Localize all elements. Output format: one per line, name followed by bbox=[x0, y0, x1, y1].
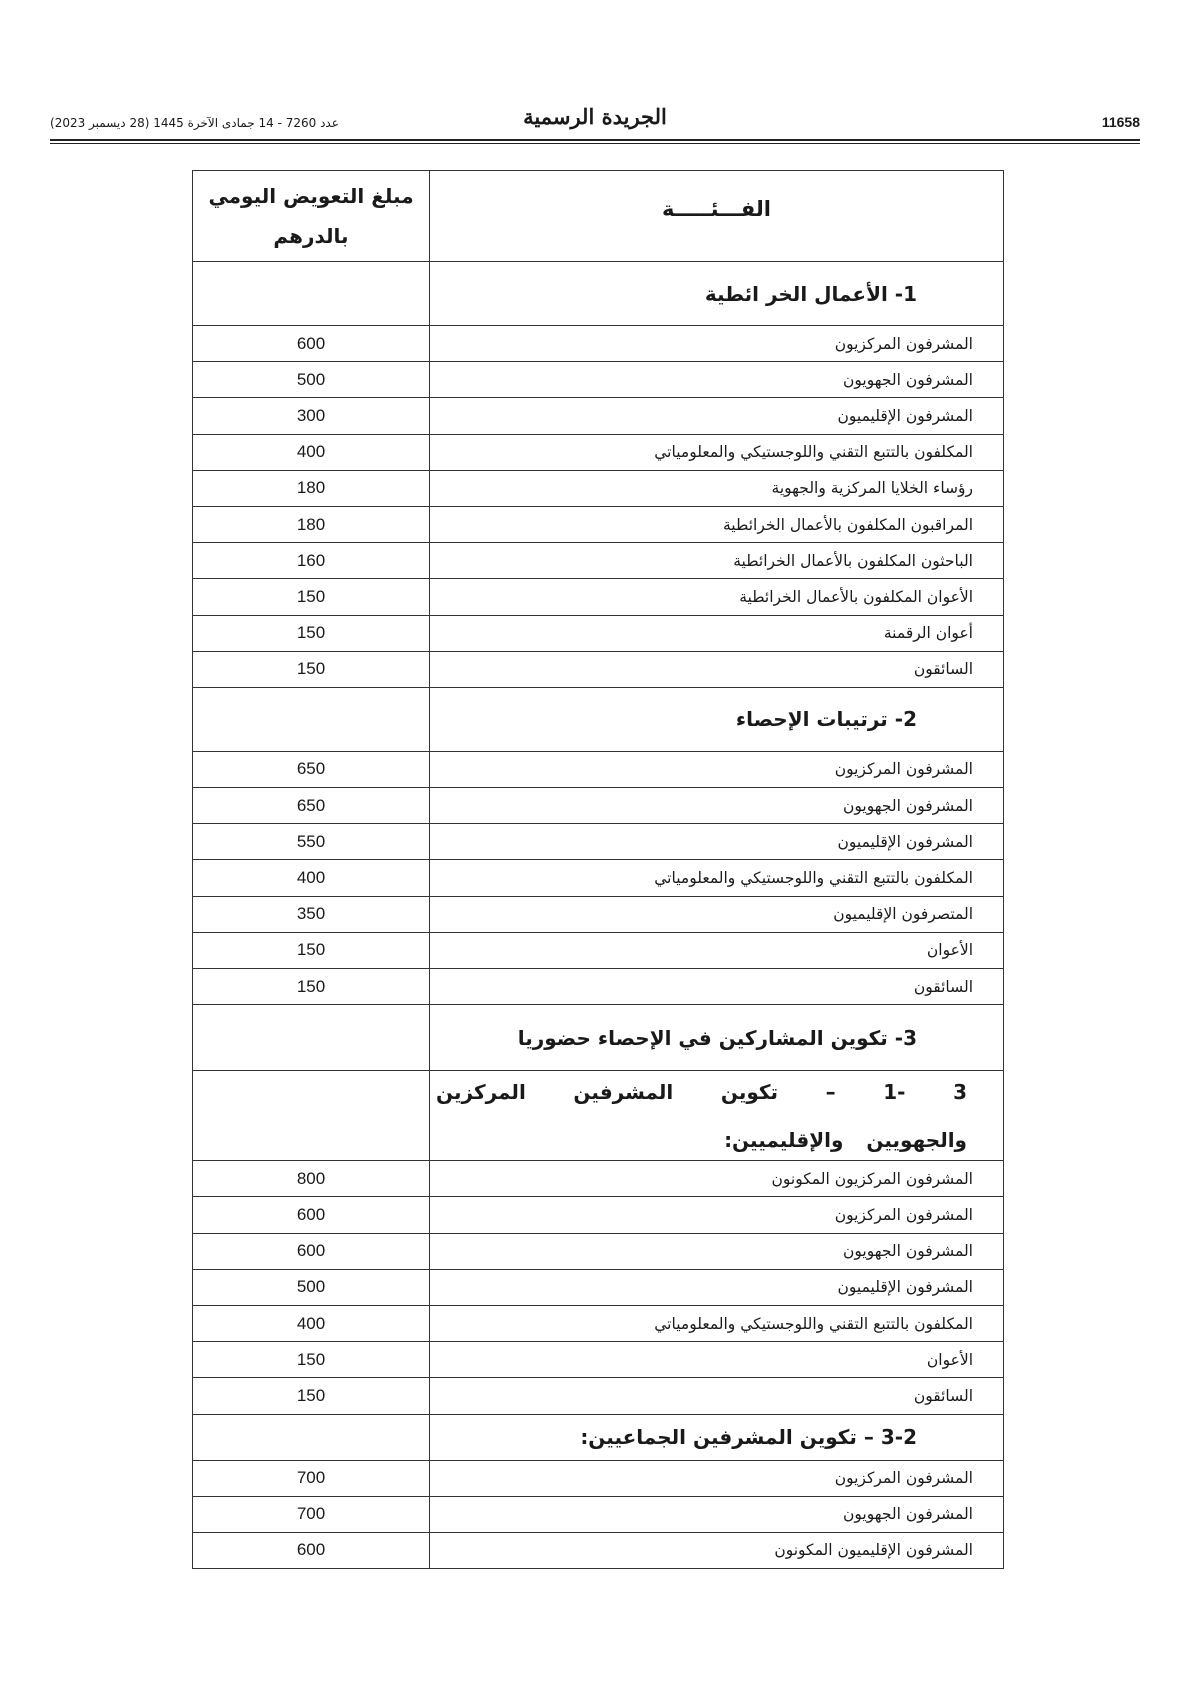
category-cell: المشرفون الجهويون bbox=[843, 1505, 973, 1524]
table-row bbox=[193, 932, 1003, 968]
amount-cell: 600 bbox=[193, 326, 430, 361]
amount-header-line2: بالدرهم bbox=[273, 224, 349, 248]
subsection-title: 3-2 – تكوين المشرفين الجماعيين: bbox=[580, 1425, 917, 1449]
gazette-title: الجريدة الرسمية bbox=[523, 104, 667, 129]
category-cell: المتصرفون الإقليميون bbox=[833, 905, 973, 924]
table-row bbox=[193, 1233, 1003, 1269]
amount-cell: 150 bbox=[193, 616, 430, 651]
category-cell: الأعوان bbox=[926, 941, 973, 960]
amount-column-header bbox=[193, 171, 430, 261]
category-cell: الباحثون المكلفون بالأعمال الخرائطية bbox=[733, 551, 973, 570]
amount-cell: 150 bbox=[193, 969, 430, 1004]
category-cell: أعوان الرقمنة bbox=[883, 624, 973, 643]
amount-cell bbox=[193, 1415, 430, 1460]
amount-cell: 350 bbox=[193, 897, 430, 932]
amount-cell bbox=[193, 688, 430, 751]
amount-cell: 600 bbox=[193, 1197, 430, 1232]
section-title: 2- ترتيبات الإحصاء bbox=[735, 707, 917, 732]
category-cell: المشرفون الجهويون bbox=[843, 1242, 973, 1261]
table-row bbox=[193, 823, 1003, 859]
table-row bbox=[193, 361, 1003, 397]
table-row bbox=[193, 968, 1003, 1004]
table-row bbox=[193, 542, 1003, 578]
category-cell: الأعوان bbox=[926, 1350, 973, 1369]
table-row bbox=[193, 1341, 1003, 1377]
category-cell: المشرفون الإقليميون المكونون bbox=[774, 1541, 973, 1560]
subsection-row bbox=[193, 1070, 1003, 1160]
table-row bbox=[193, 1460, 1003, 1496]
category-cell: السائقون bbox=[913, 977, 973, 996]
amount-cell: 150 bbox=[193, 1378, 430, 1413]
table-row bbox=[193, 896, 1003, 932]
category-cell: المشرفون المركزيون bbox=[834, 1469, 973, 1488]
page-header bbox=[50, 104, 1140, 138]
amount-cell: 500 bbox=[193, 362, 430, 397]
section-row bbox=[193, 261, 1003, 325]
table-row bbox=[193, 751, 1003, 787]
category-cell: المكلفون بالتتبع التقني واللوجستيكي والمعلومياتي bbox=[654, 869, 973, 888]
section-row bbox=[193, 1004, 1003, 1070]
table-header-row bbox=[193, 171, 1003, 261]
table-row bbox=[193, 787, 1003, 823]
category-cell: المشرفون الإقليميون bbox=[837, 1278, 973, 1297]
compensation-table bbox=[192, 170, 1004, 1569]
category-cell: المشرفون الجهويون bbox=[843, 370, 973, 389]
amount-cell: 400 bbox=[193, 860, 430, 895]
amount-cell: 700 bbox=[193, 1497, 430, 1532]
category-cell: المشرفون الإقليميون bbox=[837, 406, 973, 425]
category-cell: المكلفون بالتتبع التقني واللوجستيكي والمعلومياتي bbox=[654, 443, 973, 462]
amount-cell: 150 bbox=[193, 579, 430, 614]
header-rule bbox=[50, 139, 1140, 141]
amount-cell: 650 bbox=[193, 752, 430, 787]
amount-cell bbox=[193, 1071, 430, 1160]
category-cell: الأعوان المكلفون بالأعمال الخرائطية bbox=[739, 587, 973, 606]
category-cell: المشرفون المركزيون bbox=[834, 760, 973, 779]
amount-cell: 180 bbox=[193, 471, 430, 506]
table-row bbox=[193, 1196, 1003, 1232]
table-row bbox=[193, 859, 1003, 895]
table-row bbox=[193, 325, 1003, 361]
section-title: 3- تكوين المشاركين في الإحصاء حضوريا bbox=[517, 1025, 917, 1050]
category-cell: المكلفون بالتتبع التقني واللوجستيكي والمعلومياتي bbox=[654, 1314, 973, 1333]
table-row bbox=[193, 1377, 1003, 1413]
category-cell: المشرفون الإقليميون bbox=[837, 832, 973, 851]
category-cell: السائقون bbox=[913, 1386, 973, 1405]
table-row bbox=[193, 434, 1003, 470]
category-column-header: الفـــئـــــة bbox=[662, 197, 771, 221]
category-cell: المشرفون المركزيون bbox=[834, 334, 973, 353]
page-number: 11658 bbox=[1101, 114, 1140, 130]
subsection-row bbox=[193, 1414, 1003, 1460]
amount-cell: 550 bbox=[193, 824, 430, 859]
table-row bbox=[193, 615, 1003, 651]
amount-cell: 400 bbox=[193, 1306, 430, 1341]
amount-cell: 600 bbox=[193, 1234, 430, 1269]
table-row bbox=[193, 1269, 1003, 1305]
table-row bbox=[193, 578, 1003, 614]
table-row bbox=[193, 470, 1003, 506]
amount-cell: 400 bbox=[193, 435, 430, 470]
amount-cell bbox=[193, 1005, 430, 1070]
amount-cell: 800 bbox=[193, 1161, 430, 1196]
amount-cell bbox=[193, 262, 430, 325]
amount-cell: 180 bbox=[193, 507, 430, 542]
issue-info: عدد 7260 - 14 جمادى الآخرة 1445 (28 ديسمبر 2023) bbox=[50, 116, 339, 130]
amount-cell: 160 bbox=[193, 543, 430, 578]
category-cell: المشرفون المركزيون المكونون bbox=[771, 1169, 973, 1188]
category-cell: رؤساء الخلايا المركزية والجهوية bbox=[771, 479, 973, 498]
amount-cell: 650 bbox=[193, 788, 430, 823]
table-row bbox=[193, 1160, 1003, 1196]
category-cell: السائقون bbox=[913, 660, 973, 679]
category-cell: المراقبون المكلفون بالأعمال الخرائطية bbox=[723, 515, 973, 534]
section-title: 1- الأعمال الخر ائطية bbox=[704, 281, 917, 306]
subsection-title: 3 -1 – تكوين المشرفين المركزين والجهويين والإقليميين: bbox=[436, 1079, 967, 1152]
amount-cell: 150 bbox=[193, 933, 430, 968]
amount-cell: 600 bbox=[193, 1533, 430, 1568]
table-row bbox=[193, 506, 1003, 542]
amount-cell: 700 bbox=[193, 1461, 430, 1496]
amount-cell: 500 bbox=[193, 1270, 430, 1305]
amount-header-line1: مبلغ التعويض اليومي bbox=[208, 184, 414, 208]
header-rule-thin bbox=[50, 143, 1140, 144]
section-row bbox=[193, 687, 1003, 751]
category-cell: المشرفون المركزيون bbox=[834, 1205, 973, 1224]
amount-cell: 150 bbox=[193, 1342, 430, 1377]
table-row bbox=[193, 1496, 1003, 1532]
table-row bbox=[193, 651, 1003, 687]
table-row bbox=[193, 1305, 1003, 1341]
amount-cell: 300 bbox=[193, 398, 430, 433]
table-row bbox=[193, 1532, 1003, 1568]
category-cell: المشرفون الجهويون bbox=[843, 796, 973, 815]
amount-cell: 150 bbox=[193, 652, 430, 687]
table-row bbox=[193, 397, 1003, 433]
